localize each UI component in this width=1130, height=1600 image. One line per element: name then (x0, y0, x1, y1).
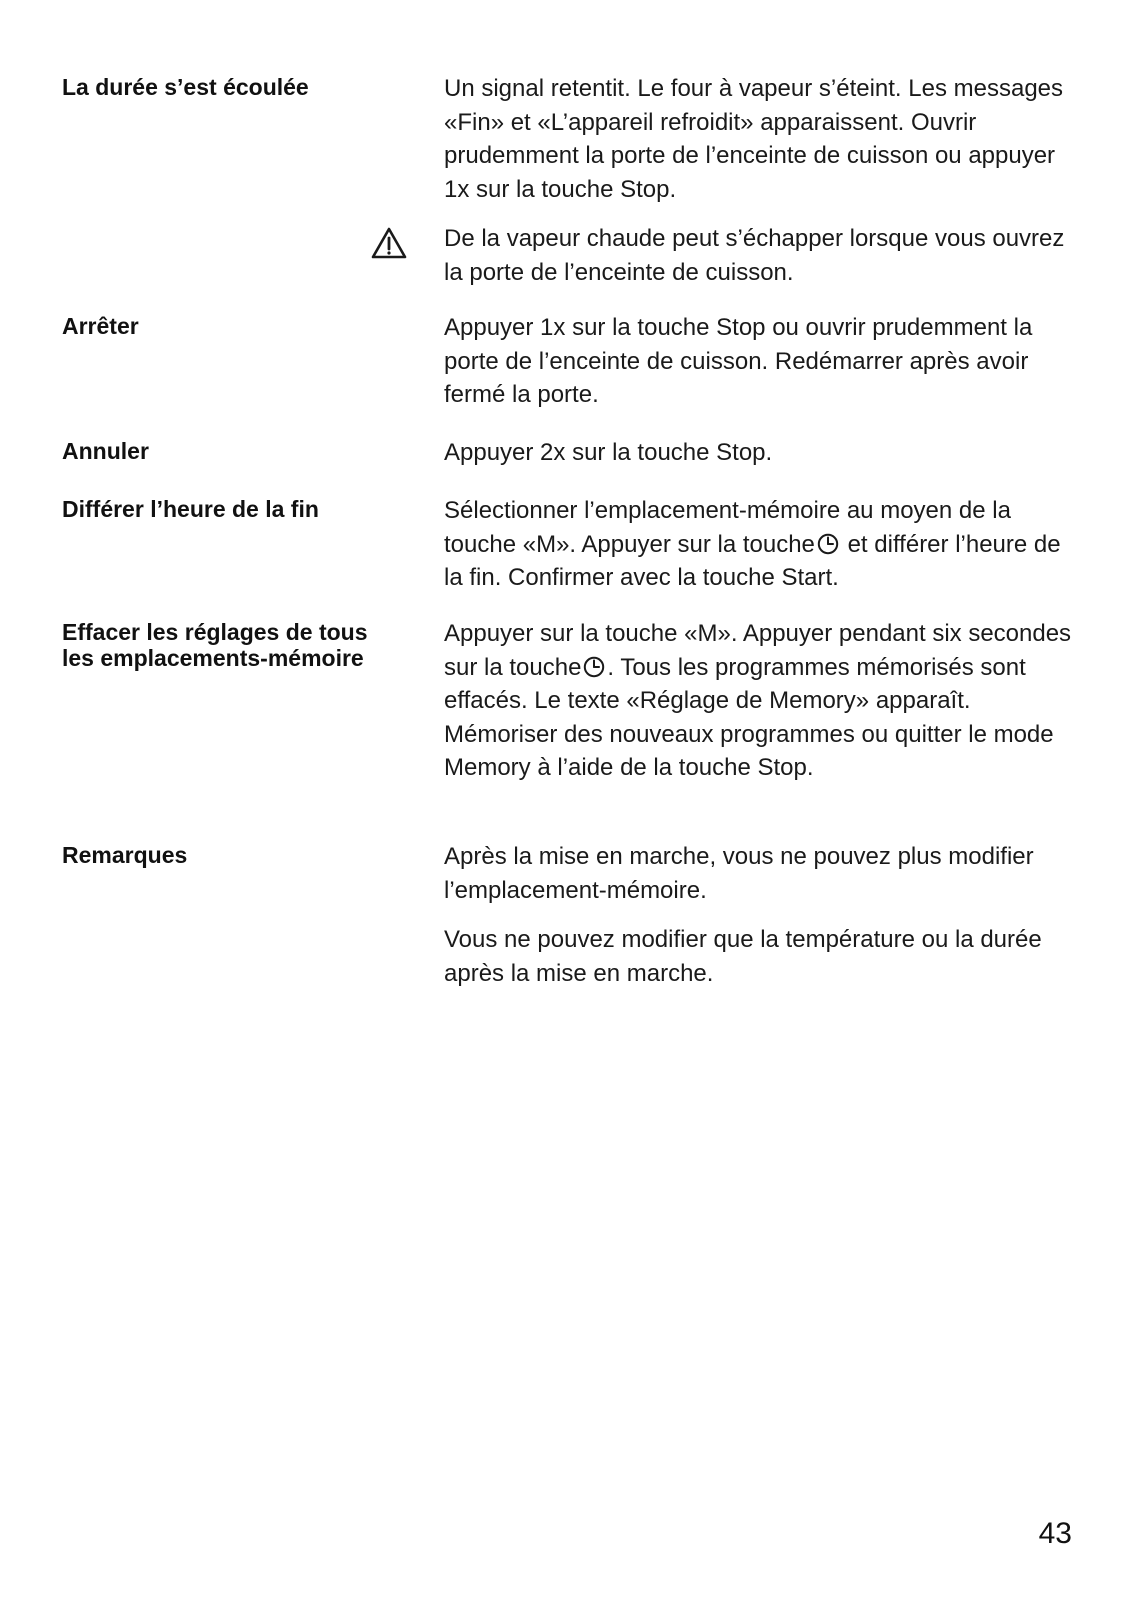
text-effacer-part2: . Tous les programmes mémorisés sont effacés. Le texte «Réglage de Memory» apparaît. Mémoriser des nouveaux programmes ou quitter le mode Memory à l’aide de la touche Stop. (444, 653, 1054, 781)
warning-triangle-icon (371, 227, 407, 259)
label-differer: Différer l’heure de la fin (62, 496, 319, 522)
label-duree: La durée s’est écoulée (62, 74, 309, 100)
text-annuler: Appuyer 2x sur la touche Stop. (444, 439, 773, 466)
label-annuler: Annuler (62, 438, 149, 464)
text-duree: Un signal retentit. Le four à vapeur s’éteint. Les messages «Fin» et «L’appareil refroidit» apparaissent. Ouvrir prudemment la porte de l’enceinte de cuisson ou appuyer 1x sur la touche Stop. (444, 75, 1064, 203)
text-remarques-1: Après la mise en marche, vous ne pouvez plus modifier l’emplacement-mémoire. (444, 843, 1034, 904)
label-arreter: Arrêter (62, 313, 139, 339)
label-remarques: Remarques (62, 842, 188, 868)
page-number: 43 (1038, 1517, 1072, 1550)
text-warning: De la vapeur chaude peut s’échapper lorsque vous ouvrez la porte de l’enceinte de cuisson. (444, 225, 1065, 286)
label-effacer: Effacer les réglages de tous les emplacements-mémoire (62, 619, 368, 671)
text-effacer (444, 617, 1084, 785)
text-differer (444, 494, 1084, 595)
clock-icon (817, 533, 839, 555)
text-differer-part1: Sélectionner l’emplacement-mémoire au moyen de la touche «M». Appuyer sur la touche (444, 497, 1011, 558)
text-remarques-2: Vous ne pouvez modifier que la température ou la durée après la mise en marche. (444, 926, 1042, 987)
clock-icon (583, 656, 605, 678)
text-differer-part2: et différer l’heure de la fin. Confirmer avec la touche Start. (444, 530, 1061, 591)
text-effacer-part1: Appuyer sur la touche «M». Appuyer pendant six secondes sur la touche (444, 620, 1072, 681)
text-arreter: Appuyer 1x sur la touche Stop ou ouvrir prudemment la porte de l’enceinte de cuisson. Redémarrer après avoir fermé la porte. (444, 314, 1033, 408)
